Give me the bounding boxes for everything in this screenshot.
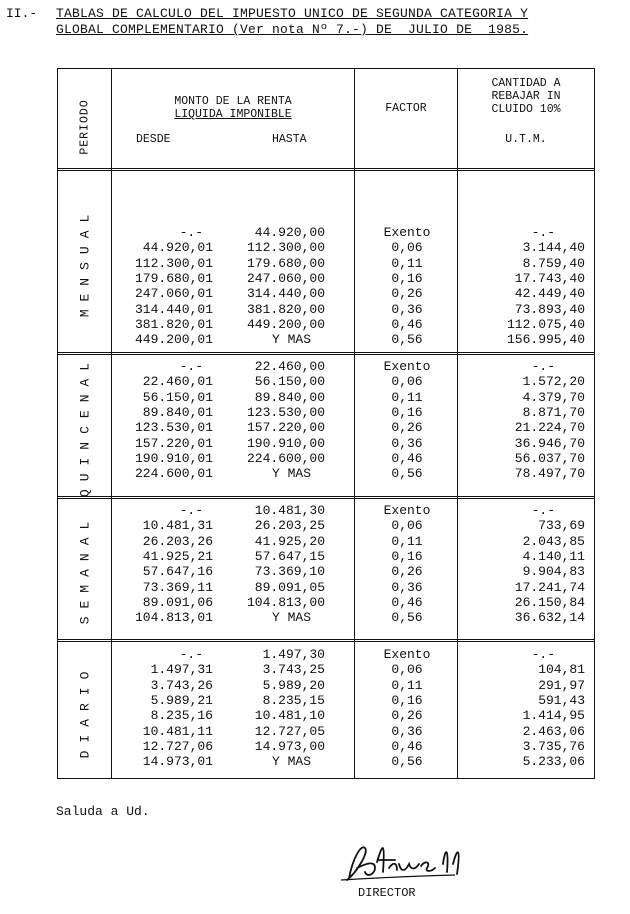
header-periodo: PERIODO bbox=[78, 98, 92, 155]
cantidad-cell: 591,43 bbox=[538, 692, 585, 708]
cantidad-cell: 8.759,40 bbox=[522, 255, 585, 271]
factor-cell: 0,26 bbox=[391, 286, 423, 302]
factor-cell: 0,56 bbox=[391, 610, 423, 626]
factor-cell: Exento bbox=[383, 503, 431, 518]
hasta-cell: 381.820,00 bbox=[246, 301, 325, 317]
header-desde: DESDE bbox=[136, 133, 171, 146]
factor-cell: 0,06 bbox=[391, 374, 423, 390]
factor-cell: 0,06 bbox=[391, 518, 423, 534]
hasta-cell: 1.497,30 bbox=[262, 647, 325, 662]
desde-cell: 73.369,11 bbox=[142, 579, 213, 595]
header-utm: U.T.M. bbox=[505, 133, 547, 146]
cantidad-cell: 73.893,40 bbox=[514, 301, 585, 317]
cantidad-cell: 112.075,40 bbox=[506, 316, 585, 332]
desde-cell: 157.220,01 bbox=[134, 435, 213, 451]
table-row bbox=[58, 534, 593, 549]
factor-cell: 0,36 bbox=[391, 579, 423, 595]
desde-cell: 179.680,01 bbox=[134, 270, 213, 286]
hasta-cell: 190.910,00 bbox=[246, 435, 325, 451]
hasta-cell: 3.743,25 bbox=[262, 662, 325, 678]
desde-cell: 57.647,16 bbox=[142, 564, 213, 580]
cantidad-cell: 2.463,06 bbox=[522, 723, 585, 739]
hasta-cell: 89.091,05 bbox=[254, 579, 325, 595]
hasta-cell: 22.460,00 bbox=[254, 359, 325, 374]
hasta-cell: 8.235,15 bbox=[262, 692, 325, 708]
cantidad-cell: 4.379,70 bbox=[522, 389, 585, 405]
table-row bbox=[58, 240, 593, 255]
hasta-cell: 5.989,20 bbox=[262, 677, 325, 693]
desde-cell: 26.203,26 bbox=[142, 533, 213, 549]
cantidad-cell: 4.140,11 bbox=[522, 548, 585, 564]
hasta-cell: 314.440,00 bbox=[246, 286, 325, 302]
factor-cell: 0,56 bbox=[391, 332, 423, 348]
header-separator bbox=[58, 168, 594, 171]
cantidad-cell: 56.037,70 bbox=[514, 450, 585, 466]
desde-cell: 10.481,11 bbox=[142, 723, 213, 739]
table-row bbox=[58, 724, 593, 739]
factor-cell: 0,11 bbox=[391, 389, 423, 405]
desde-cell: 12.727,06 bbox=[142, 738, 213, 754]
hasta-cell: 14.973,00 bbox=[254, 738, 325, 754]
section-separator bbox=[58, 352, 594, 355]
hasta-cell: 123.530,00 bbox=[246, 404, 325, 420]
table-row bbox=[58, 374, 593, 389]
hasta-cell: 449.200,00 bbox=[246, 316, 325, 332]
hasta-cell: Y MAS bbox=[271, 466, 311, 482]
factor-cell: 0,11 bbox=[391, 677, 423, 693]
desde-cell: 112.300,01 bbox=[134, 255, 213, 271]
cantidad-cell: -.- bbox=[531, 647, 555, 662]
table-row bbox=[58, 662, 593, 677]
table-row bbox=[58, 332, 593, 347]
hasta-cell: 10.481,10 bbox=[254, 708, 325, 724]
desde-cell: 104.813,01 bbox=[134, 610, 213, 626]
cantidad-cell: 1.414,95 bbox=[522, 708, 585, 724]
hasta-cell: 41.925,20 bbox=[254, 533, 325, 549]
factor-cell: Exento bbox=[383, 225, 431, 240]
desde-cell: -.- bbox=[179, 359, 203, 374]
desde-cell: 314.440,01 bbox=[134, 301, 213, 317]
signature-title: DIRECTOR bbox=[358, 886, 416, 900]
cantidad-cell: 36.632,14 bbox=[514, 610, 585, 626]
cantidad-cell: 21.224,70 bbox=[514, 420, 585, 436]
cantidad-cell: 733,69 bbox=[538, 518, 585, 534]
cantidad-cell: -.- bbox=[531, 359, 555, 374]
cantidad-cell: 2.043,85 bbox=[522, 533, 585, 549]
desde-cell: 10.481,31 bbox=[142, 518, 213, 534]
table-row bbox=[58, 466, 593, 481]
table-row bbox=[58, 405, 593, 420]
cantidad-cell: 42.449,40 bbox=[514, 286, 585, 302]
header-cantidad-line1: CANTIDAD A bbox=[491, 77, 561, 90]
factor-cell: 0,46 bbox=[391, 316, 423, 332]
cantidad-cell: -.- bbox=[531, 225, 555, 240]
hasta-cell: 10.481,30 bbox=[254, 503, 325, 518]
cantidad-cell: 5.233,06 bbox=[522, 754, 585, 770]
factor-cell: 0,46 bbox=[391, 738, 423, 754]
table-row bbox=[58, 708, 593, 723]
desde-cell: 44.920,01 bbox=[142, 240, 213, 256]
desde-cell: 8.235,16 bbox=[150, 708, 213, 724]
section-separator bbox=[58, 496, 594, 499]
factor-cell: 0,26 bbox=[391, 564, 423, 580]
header-factor: FACTOR bbox=[385, 102, 427, 115]
factor-cell: 0,06 bbox=[391, 240, 423, 256]
desde-cell: 89.840,01 bbox=[142, 404, 213, 420]
desde-cell: 381.820,01 bbox=[134, 316, 213, 332]
cantidad-cell: 3.735,76 bbox=[522, 738, 585, 754]
factor-cell: 0,36 bbox=[391, 435, 423, 451]
desde-cell: 56.150,01 bbox=[142, 389, 213, 405]
table-row bbox=[58, 317, 593, 332]
hasta-cell: 56.150,00 bbox=[254, 374, 325, 390]
factor-cell: 0,46 bbox=[391, 594, 423, 610]
cantidad-cell: 17.743,40 bbox=[514, 270, 585, 286]
periodo-label: SEMANAL bbox=[77, 513, 92, 625]
table-row bbox=[58, 693, 593, 708]
cantidad-cell: 1.572,20 bbox=[522, 374, 585, 390]
table-row bbox=[58, 390, 593, 405]
header-hasta: HASTA bbox=[272, 133, 307, 146]
cantidad-cell: 36.946,70 bbox=[514, 435, 585, 451]
hasta-cell: 224.600,00 bbox=[246, 450, 325, 466]
hasta-cell: 104.813,00 bbox=[246, 594, 325, 610]
table-row bbox=[58, 286, 593, 301]
cantidad-cell: 104,81 bbox=[538, 662, 585, 678]
table-row bbox=[58, 271, 593, 286]
table-row bbox=[58, 739, 593, 754]
hasta-cell: 57.647,15 bbox=[254, 548, 325, 564]
tax-table bbox=[57, 68, 595, 779]
cantidad-cell: 156.995,40 bbox=[506, 332, 585, 348]
factor-cell: 0,16 bbox=[391, 404, 423, 420]
factor-cell: 0,16 bbox=[391, 270, 423, 286]
factor-cell: 0,26 bbox=[391, 420, 423, 436]
header-monto-line2: LIQUIDA IMPONIBLE bbox=[174, 108, 292, 121]
header-cantidad-line2: REBAJAR IN bbox=[491, 90, 561, 103]
factor-cell: 0,06 bbox=[391, 662, 423, 678]
header-monto-line1: MONTO DE LA RENTA bbox=[174, 95, 292, 108]
factor-cell: 0,56 bbox=[391, 754, 423, 770]
factor-cell: 0,16 bbox=[391, 548, 423, 564]
factor-cell: Exento bbox=[383, 647, 431, 662]
cantidad-cell: 3.144,40 bbox=[522, 240, 585, 256]
cantidad-cell: -.- bbox=[531, 503, 555, 518]
hasta-cell: 44.920,00 bbox=[254, 225, 325, 240]
factor-cell: 0,16 bbox=[391, 692, 423, 708]
header-cantidad bbox=[460, 77, 592, 116]
table-row bbox=[58, 359, 593, 374]
desde-cell: 247.060,01 bbox=[134, 286, 213, 302]
cantidad-cell: 8.871,70 bbox=[522, 404, 585, 420]
factor-cell: 0,11 bbox=[391, 255, 423, 271]
hasta-cell: Y MAS bbox=[271, 610, 311, 626]
desde-cell: 5.989,21 bbox=[150, 692, 213, 708]
table-row bbox=[58, 595, 593, 610]
desde-cell: 1.497,31 bbox=[150, 662, 213, 678]
signature-image bbox=[335, 838, 485, 886]
table-row bbox=[58, 436, 593, 451]
factor-cell: Exento bbox=[383, 359, 431, 374]
hasta-cell: 89.840,00 bbox=[254, 389, 325, 405]
cantidad-cell: 291,97 bbox=[538, 677, 585, 693]
hasta-cell: Y MAS bbox=[271, 332, 311, 348]
factor-cell: 0,36 bbox=[391, 301, 423, 317]
hasta-cell: Y MAS bbox=[271, 754, 311, 770]
header-monto bbox=[118, 95, 348, 121]
desde-cell: 3.743,26 bbox=[150, 677, 213, 693]
cantidad-cell: 26.150,84 bbox=[514, 594, 585, 610]
periodo-label: DIARIO bbox=[77, 663, 92, 759]
hasta-cell: 157.220,00 bbox=[246, 420, 325, 436]
desde-cell: 14.973,01 bbox=[142, 754, 213, 770]
section-separator bbox=[58, 639, 594, 642]
table-row bbox=[58, 580, 593, 595]
table-row bbox=[58, 256, 593, 271]
periodo-label: QUINCENAL bbox=[77, 354, 92, 497]
cantidad-cell: 17.241,74 bbox=[514, 579, 585, 595]
desde-cell: 123.530,01 bbox=[134, 420, 213, 436]
hasta-cell: 12.727,05 bbox=[254, 723, 325, 739]
factor-cell: 0,56 bbox=[391, 466, 423, 482]
cantidad-cell: 9.904,83 bbox=[522, 564, 585, 580]
header-title-line1: TABLAS DE CALCULO DEL IMPUESTO UNICO DE SEGUNDA CATEGORIA Y bbox=[56, 6, 529, 21]
closing-text: Saluda a Ud. bbox=[56, 804, 150, 819]
table-row bbox=[58, 451, 593, 466]
header-cantidad-line3: CLUIDO 10% bbox=[491, 103, 561, 116]
table-row bbox=[58, 610, 593, 625]
table-row bbox=[58, 678, 593, 693]
desde-cell: 22.460,01 bbox=[142, 374, 213, 390]
desde-cell: -.- bbox=[179, 225, 203, 240]
table-row bbox=[58, 549, 593, 564]
factor-cell: 0,36 bbox=[391, 723, 423, 739]
factor-cell: 0,46 bbox=[391, 450, 423, 466]
factor-cell: 0,26 bbox=[391, 708, 423, 724]
desde-cell: 89.091,06 bbox=[142, 594, 213, 610]
hasta-cell: 112.300,00 bbox=[246, 240, 325, 256]
desde-cell: 41.925,21 bbox=[142, 548, 213, 564]
table-row bbox=[58, 302, 593, 317]
periodo-label: MENSUAL bbox=[77, 206, 92, 317]
desde-cell: -.- bbox=[179, 503, 203, 518]
table-row bbox=[58, 503, 593, 518]
table-row bbox=[58, 225, 593, 240]
hasta-cell: 247.060,00 bbox=[246, 270, 325, 286]
hasta-cell: 179.680,00 bbox=[246, 255, 325, 271]
desde-cell: 190.910,01 bbox=[134, 450, 213, 466]
desde-cell: 224.600,01 bbox=[134, 466, 213, 482]
hasta-cell: 26.203,25 bbox=[254, 518, 325, 534]
header-title-line2: GLOBAL COMPLEMENTARIO (Ver nota Nº 7.-) DE JULIO DE 1985. bbox=[56, 22, 529, 37]
table-row bbox=[58, 647, 593, 662]
table-row bbox=[58, 420, 593, 435]
cantidad-cell: 78.497,70 bbox=[514, 466, 585, 482]
hasta-cell: 73.369,10 bbox=[254, 564, 325, 580]
table-row bbox=[58, 754, 593, 769]
table-row bbox=[58, 564, 593, 579]
table-row bbox=[58, 518, 593, 533]
desde-cell: 449.200,01 bbox=[134, 332, 213, 348]
header-prefix: II.- bbox=[6, 6, 38, 21]
factor-cell: 0,11 bbox=[391, 533, 423, 549]
desde-cell: -.- bbox=[179, 647, 203, 662]
